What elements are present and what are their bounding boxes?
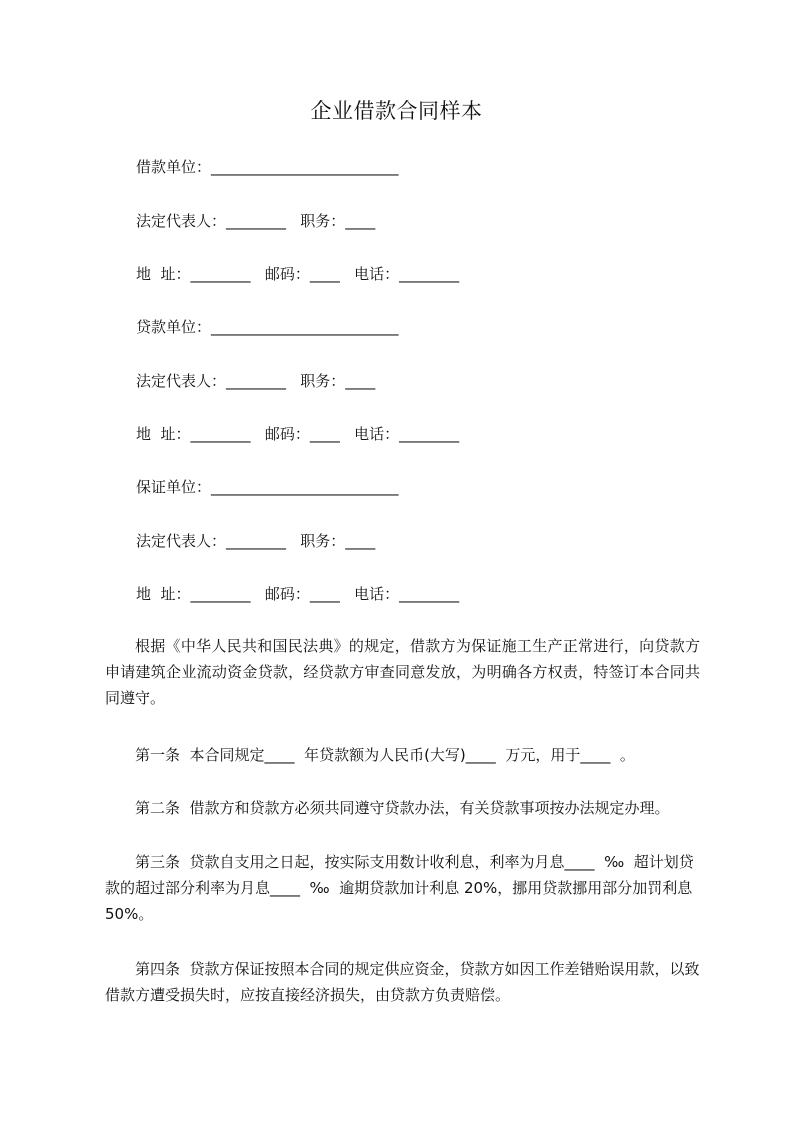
article-1: 第一条 本合同规定____ 年贷款额为人民币(大写)____ 万元，用于____ 。 bbox=[135, 746, 635, 764]
borrower-rep-line: 法定代表人：________ 职务：____ bbox=[136, 212, 376, 230]
lender-unit-line: 贷款单位：_________________________ bbox=[136, 318, 399, 336]
guarantor-address-line: 地 址：________ 邮码：____ 电话：________ bbox=[136, 585, 460, 603]
guarantor-unit-line: 保证单位：_________________________ bbox=[136, 478, 399, 496]
article-4: 第四条 贷款方保证按照本合同的规定供应资金，贷款方如因工作差错贻误用款，以致借款方遭受损失时，应按直接经济损失，由贷款方负责赔偿。 bbox=[105, 960, 700, 1004]
article-2: 第二条 借款方和贷款方必须共同遵守贷款办法，有关贷款事项按办法规定办理。 bbox=[135, 799, 670, 817]
borrower-unit-line: 借款单位：_________________________ bbox=[136, 158, 399, 176]
document-title: 企业借款合同样本 bbox=[310, 99, 483, 123]
lender-rep-line: 法定代表人：________ 职务：____ bbox=[136, 372, 376, 390]
borrower-address-line: 地 址：________ 邮码：____ 电话：________ bbox=[136, 265, 460, 283]
guarantor-rep-line: 法定代表人：________ 职务：____ bbox=[136, 532, 376, 550]
lender-address-line: 地 址：________ 邮码：____ 电话：________ bbox=[136, 425, 460, 443]
preamble-paragraph: 根据《中华人民共和国民法典》的规定，借款方为保证施工生产正常进行，向贷款方申请建筑企业流动资金贷款，经贷款方审查同意发放，为明确各方权责，特签订本合同共同遵守。 bbox=[105, 637, 700, 707]
article-3: 第三条 贷款自支用之日起，按实际支用数计收利息，利率为月息____ ‰ 超计划贷款的超过部分利率为月息____ ‰ 逾期贷款加计利息 20%，挪用贷款挪用部分加罚利息 50%。 bbox=[105, 853, 698, 923]
